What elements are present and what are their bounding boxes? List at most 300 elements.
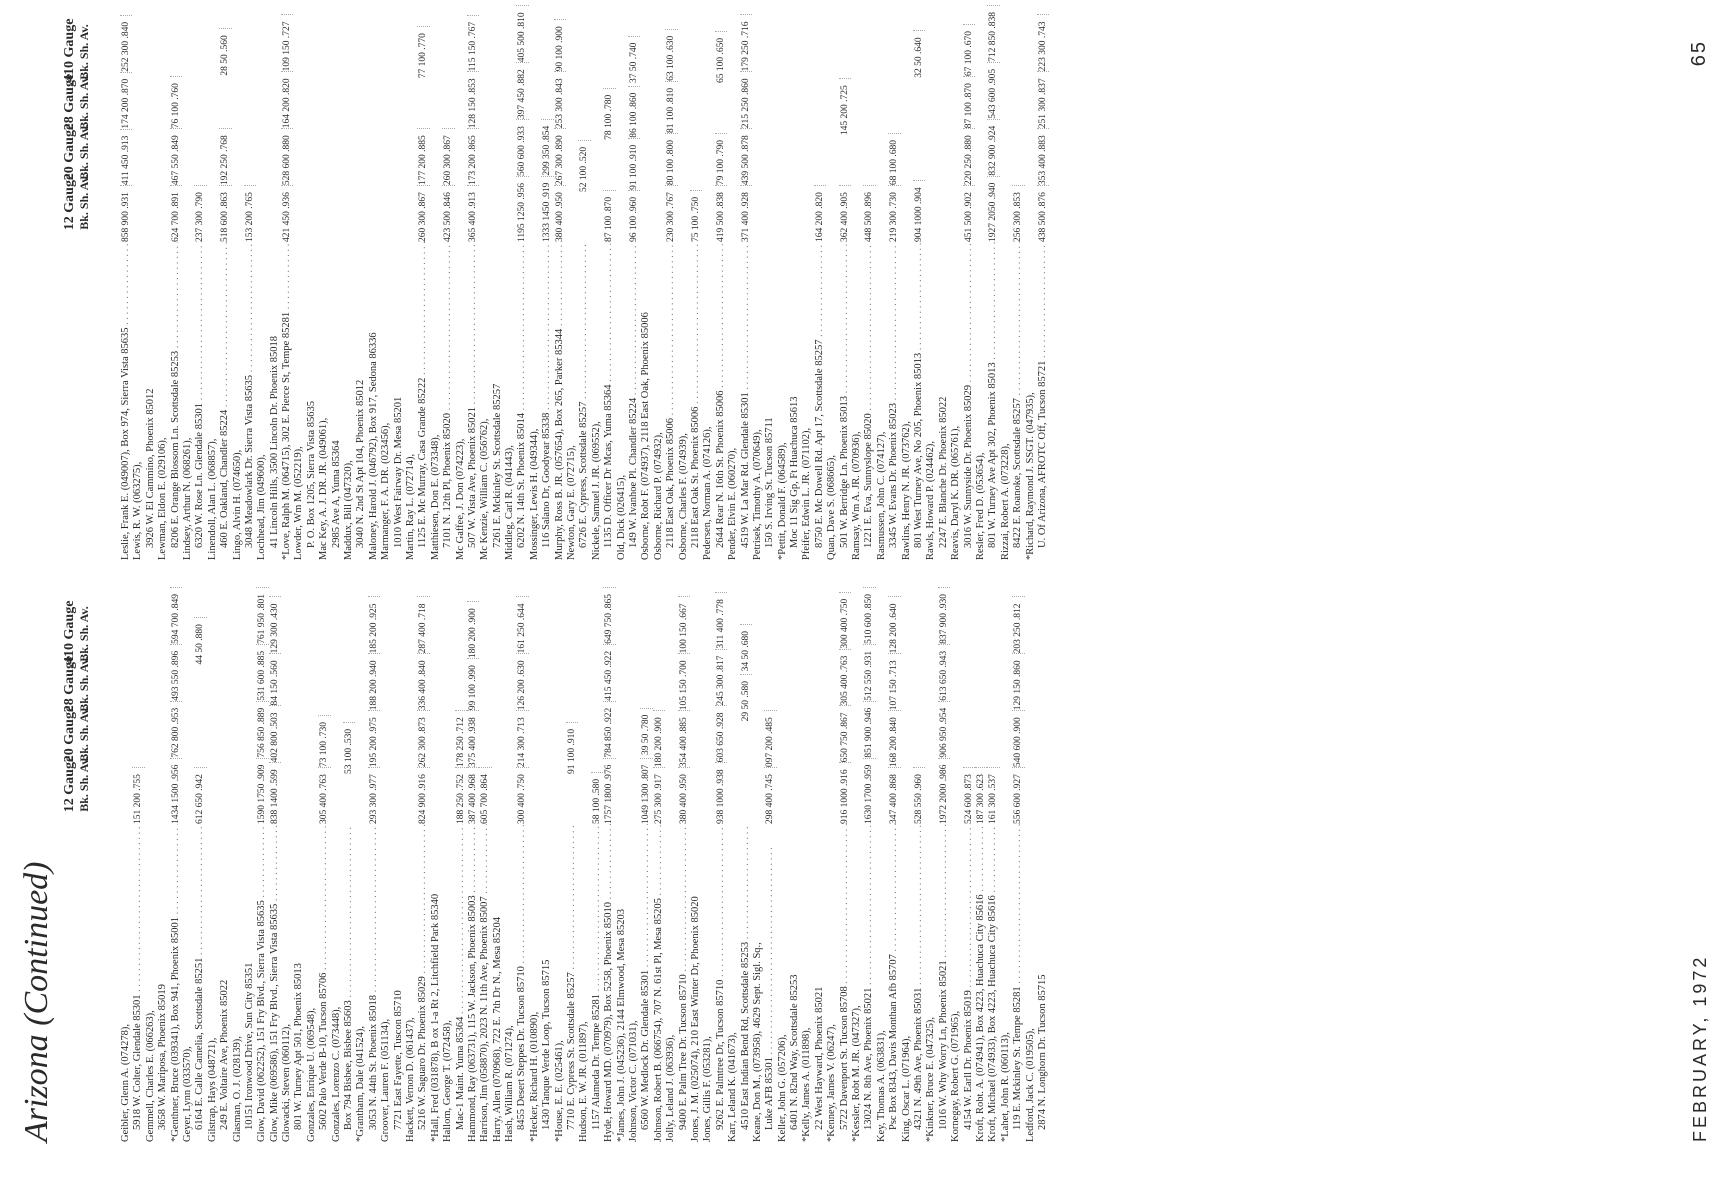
shooter-entry-text: Pender, Elvin E. (060270),: [727, 447, 739, 560]
list-item: [553, 26, 566, 560]
score-410-gauge: 311 400 .778: [715, 592, 727, 649]
score-28-gauge: 493 550 .896: [170, 644, 182, 701]
score-410-gauge: 252 300 .840: [120, 15, 132, 72]
list-item: [368, 40, 380, 560]
shooter-entry-text: Quan, Dave S. (068665),: [826, 455, 838, 560]
list-item: [777, 622, 789, 1142]
score-20-gauge: 178 250 .712: [455, 710, 467, 767]
gauge-sub: Bk. Sh. Av.: [77, 74, 91, 130]
shooter-entry-text: Resler, Fred D. (053654),: [974, 452, 986, 560]
score-410-gauge: 405 500 .810: [516, 5, 528, 62]
list-item: [430, 622, 442, 1142]
score-12-gauge: 556 600 .927: [1012, 767, 1024, 824]
score-20-gauge: 192 250 .768: [219, 128, 231, 185]
list-item: [628, 40, 640, 560]
shooter-entry-text: 801 West Turney Ave, No 205, Phoenix 85013 . . .: [913, 242, 925, 560]
list-item: [281, 21, 293, 560]
score-12-gauge: 824 900 .916: [417, 767, 429, 824]
shooter-entry-text: Maddux, Bill (047320),: [343, 460, 355, 560]
list-item: [678, 40, 690, 560]
list-item: [962, 31, 975, 560]
list-item: [331, 40, 343, 560]
gauge-label: 28 Gauge: [62, 655, 77, 713]
shooter-entry-text: *Kessler, Robt M. JR. (047327),: [851, 1005, 863, 1142]
score-410-gauge: 63 100 .630: [665, 29, 677, 81]
shooter-entry-text: *Grantham, Dale (041524),: [355, 1025, 367, 1142]
score-410-gauge: 129 300 .430: [269, 597, 281, 654]
score-12-gauge: 612 650 .942: [194, 767, 206, 824]
shooter-entry-text: Ledford, Jack C. (019505),: [1024, 1028, 1036, 1142]
gauge-sub: Bk. Sh. Av.: [77, 656, 91, 712]
list-item: [343, 40, 355, 560]
shooter-entry-text: Mossinger, Lewis H. (049344),: [528, 428, 540, 560]
score-12-gauge: 219 300 .730: [888, 185, 900, 242]
score-20-gauge: 91 100 .910: [566, 722, 578, 774]
score-12-gauge: 96 100 .960: [628, 190, 640, 242]
list-item: [479, 622, 491, 1142]
shooter-entry-text: Groover, Lauren F. (051134),: [380, 1018, 392, 1142]
list-item: [244, 622, 256, 1142]
score-410-gauge: 32 50 .640: [913, 30, 925, 80]
shooter-entry-text: Harry, Allen (070968), 722 E. 7th Dr N., Mesa 85204: [491, 916, 503, 1142]
list-item: [157, 40, 169, 560]
shooter-entry-text: *House, E. E. (025461),: [553, 1040, 565, 1142]
score-12-gauge: 1757 1800 .976: [603, 758, 615, 824]
score-28-gauge: 531 600 .885: [256, 644, 268, 701]
score-28-gauge: 76 100 .760: [170, 76, 182, 128]
list-item: [975, 40, 987, 560]
shooter-entry-text: 6202 N. 14th St. Phoenix 85014 . . .: [516, 242, 528, 560]
list-item: [405, 40, 417, 560]
score-20-gauge: 39 50 .780: [640, 708, 652, 758]
list-item: [677, 603, 690, 1142]
shooter-entry-text: Matthiesen, Don E. (073348),: [429, 434, 441, 560]
shooter-entry-text: 1157 Alameda Dr. Tempe 85281 . . .: [591, 824, 603, 1142]
score-12-gauge: 347 400 .868: [888, 767, 900, 824]
score-12-gauge: 448 500 .896: [863, 185, 875, 242]
list-item: [739, 21, 752, 560]
shooter-entry-text: 5722 Davenport St. Tucson 85708 . . .: [839, 824, 851, 1142]
shooter-entry-text: *Kelly, James A. (011898),: [801, 1027, 813, 1142]
list-item: [925, 622, 937, 1142]
shooter-entry-text: 801 W. Turney Apt 501, Phoenix 85013: [293, 963, 305, 1130]
shooter-entry-text: 9262 E. Palmtree Dr, Tucson 85710 . . .: [715, 824, 727, 1142]
score-20-gauge: 73 100 .730: [318, 715, 330, 767]
score-12-gauge: 230 300 .767: [665, 185, 677, 242]
shooter-entry-text: *Pettit, Donald F. (064589),: [776, 442, 788, 560]
score-20-gauge: 375 400 .938: [467, 710, 479, 767]
shooter-entry-text: Glasman, O. J. (028139),: [231, 1036, 243, 1142]
list-item: [541, 40, 553, 560]
shooter-entry-text: 8750 E. Mc Dowell Rd. Apt 17, Scottsdale 85257 . . .: [814, 242, 826, 560]
list-item: [393, 622, 405, 1142]
gauge-header-left: [62, 600, 112, 1142]
list-item: [752, 622, 764, 1142]
list-item: [665, 622, 677, 1142]
list-item: [455, 622, 467, 1142]
score-28-gauge: 336 400 .840: [417, 653, 429, 710]
shooter-entry-text: Lowder, Wm M. (052219),: [293, 446, 305, 560]
score-20-gauge: 097 200 .485: [764, 710, 776, 767]
shooter-entry-text: King, Oscar L. (071964),: [900, 1035, 912, 1142]
list-item: [937, 594, 950, 1142]
score-410-gauge: 179 250 .716: [740, 15, 752, 72]
score-20-gauge: 762 800 .953: [170, 701, 182, 758]
score-12-gauge: 75 100 .750: [690, 190, 702, 242]
score-12-gauge: 419 500 .838: [715, 185, 727, 242]
score-list-right: [119, 12, 1671, 560]
list-item: [145, 622, 157, 1142]
score-20-gauge: 299 350 .854: [541, 119, 553, 176]
gauge-label: 12 Gauge: [62, 173, 77, 231]
score-20-gauge: 353 400 .883: [1037, 128, 1049, 185]
shooter-entry-text: P. O. Box 1205, Sierra Vista 85635: [305, 400, 317, 548]
shooter-entry-text: Leslie, Frank E. (049007), Box 974, Sierra Vista 85635 . . .: [120, 242, 132, 560]
list-item: [455, 40, 467, 560]
score-12-gauge: 421 450 .936: [281, 185, 293, 242]
list-item: [207, 622, 219, 1142]
shooter-entry-text: Hackett, Vernon D. (061437),: [404, 1017, 416, 1142]
list-item: [987, 12, 999, 560]
gauge-sub: Bk. Sh. Av.: [77, 124, 91, 180]
score-12-gauge: 293 300 .977: [368, 767, 380, 824]
list-item: [145, 40, 157, 560]
list-item: [442, 622, 454, 1142]
shooter-entry-text: 507 W. Vista Ave, Phoenix 85021 . . .: [467, 242, 479, 560]
gauge-sub: Bk. Sh. Av.: [77, 606, 91, 662]
shooter-entry-text: 1430 Tanque Verde Loop, Tucson 85715: [541, 959, 553, 1130]
score-20-gauge: 439 500 .878: [740, 128, 752, 185]
shooter-entry-text: Osborne, Richard P. (074932),: [652, 432, 664, 560]
score-12-gauge: 237 300 .790: [194, 185, 206, 242]
list-item: [851, 40, 863, 560]
shooter-entry-text: Marmanger, F. A. DR. (023456),: [380, 422, 392, 560]
score-20-gauge: 784 850 .922: [603, 701, 615, 758]
list-item: [963, 622, 975, 1142]
score-410-gauge: 109 150 .727: [281, 15, 293, 72]
shooter-entry-text: Psc Box 8343, Davis Monthan Afb 85707 . . .: [888, 824, 900, 1142]
list-item: [219, 35, 231, 560]
score-20-gauge: 260 300 .867: [442, 128, 454, 185]
list-item: [578, 622, 590, 1142]
list-item: [975, 622, 987, 1142]
shooter-entry-text: Johnson, Victor C. (071031),: [628, 1020, 639, 1142]
shooter-entry-text: Jones, J. M. (025074), 210 East Winter Dr, Phoenix 85020: [689, 896, 701, 1142]
list-item: [616, 622, 628, 1142]
shooter-entry-text: Johnson, Robert B. (066754), 707 N. 61st Pl, Mesa 85205 . . .: [653, 824, 665, 1142]
shooter-entry-text: Pfeifer, Edwin L. JR. (071102),: [801, 427, 813, 560]
score-28-gauge: 512 550 .931: [863, 644, 875, 701]
shooter-entry-text: Osborne, Robt F. (074937), 2118 East Oak, Phoenix 85006: [640, 312, 652, 560]
list-item: [839, 40, 851, 560]
list-item: [578, 40, 590, 560]
shooter-entry-text: 6401 N. 82nd Way, Scottsdale 85253: [789, 974, 801, 1130]
shooter-entry-text: 4510 East Indian Bend Rd, Scottsdale 85253 . . .: [740, 824, 752, 1142]
shooter-entry-text: 1135 D. Officer Dr Mcas, Yuma 85364 . . .: [603, 242, 615, 560]
shooter-entry-text: 3016 W. Sunnyside Dr. Phoenix 85029 . . .: [963, 242, 975, 560]
shooter-entry-text: 2985 Ave A, Yuma 85364: [330, 440, 342, 548]
shooter-entry-text: Martin, Ray L. (072714),: [404, 453, 416, 560]
list-item: [169, 594, 182, 1142]
shooter-entry-text: Lochhead, Jim (049600),: [256, 454, 268, 560]
shooter-entry-text: 2644 Rear N. 16th St. Phoenix 85006 . . .: [715, 242, 727, 560]
score-28-gauge: 78 100 .780: [603, 88, 615, 140]
list-item: [752, 40, 764, 560]
issue-date: FEBRUARY, 1972: [1690, 954, 1710, 1142]
list-item: [232, 40, 244, 560]
score-410-gauge: 161 250 .644: [516, 597, 528, 654]
score-410-gauge: 203 250 .812: [1012, 597, 1024, 654]
shooter-entry-text: *Hecker, Richard H. (010890),: [528, 1011, 540, 1142]
score-20-gauge: 832 900 .924: [987, 119, 999, 176]
list-item: [492, 40, 504, 560]
shooter-entry-text: Keane, Don M., (073958), 4629 Sept. Sigl. Sq.,: [751, 942, 763, 1142]
shooter-entry-text: Geyer, Lynn (033570),: [181, 1046, 193, 1142]
score-20-gauge: 195 200 .975: [368, 710, 380, 767]
list-item: [863, 594, 875, 1142]
list-item: [306, 622, 318, 1142]
score-12-gauge: 1927 2050 .940: [987, 176, 999, 242]
score-20-gauge: 540 600 .900: [1012, 710, 1024, 767]
list-item: [690, 622, 702, 1142]
shooter-entry-text: 3048 Meadowlark Dr. Sierra Vista 85635 . . .: [244, 242, 256, 560]
list-item: [1000, 622, 1012, 1142]
list-item: [764, 622, 776, 1142]
list-item: [714, 599, 727, 1142]
list-item: [876, 622, 888, 1142]
shooter-entry-text: Rasmussen, John C. (074127),: [875, 431, 887, 560]
score-12-gauge: 451 500 .902: [963, 185, 975, 242]
shooter-entry-text: Jones, Gillis F. (053281),: [702, 1036, 714, 1142]
score-12-gauge: 1972 2000 .986: [938, 758, 950, 824]
score-12-gauge: 305 400 .763: [318, 767, 330, 824]
list-item: [318, 40, 330, 560]
gauge-sub: Bk. Sh. Av.: [77, 24, 91, 80]
list-item: [591, 622, 603, 1142]
gauge-label: 12 Gauge: [62, 755, 77, 813]
list-item: [355, 40, 367, 560]
list-item: [1025, 40, 1037, 560]
list-item: [826, 622, 838, 1142]
score-12-gauge: 624 700 .891: [170, 185, 182, 242]
shooter-entry-text: *Love, Ralph M. (064715), 302 E. Pierce St, Tempe 85281 . . .: [281, 242, 293, 560]
score-20-gauge: 603 650 .928: [715, 706, 727, 763]
score-410-gauge: 100 150 .667: [678, 597, 690, 654]
shooter-entry-text: 4321 N. 49th Ave, Phoenix 85031 . . .: [913, 824, 925, 1142]
shooter-entry-text: 149 W. Ivanhoe Pl. Chandler 85224 . . .: [628, 242, 640, 560]
list-item: [665, 35, 677, 560]
score-410-gauge: 67 100 .670: [963, 24, 975, 76]
score-410-gauge: 510 600 .850: [863, 587, 875, 644]
list-item: [888, 40, 900, 560]
list-item: [801, 622, 813, 1142]
score-28-gauge: 174 200 .870: [120, 72, 132, 129]
shooter-entry-text: 13024 N. 8th Ave, Phoenix 85021 . . .: [863, 824, 875, 1142]
list-item: [281, 622, 293, 1142]
gauge-sub: Bk. Sh. Av.: [77, 706, 91, 762]
score-12-gauge: 1434 1500 .956: [170, 758, 182, 824]
score-12-gauge: 371 400 .928: [740, 185, 752, 242]
list-item: [120, 622, 132, 1142]
list-item: [380, 622, 392, 1142]
shooter-entry-text: 10151 Ironwood Drive, Sun City 85351: [243, 962, 255, 1130]
shooter-entry-text: 5918 W. Colter, Glendale 85301 . . .: [132, 824, 144, 1142]
list-item: [653, 40, 665, 560]
score-20-gauge: 402 800 .503: [269, 706, 281, 763]
shooter-entry-text: 6164 E. Calle Camelia, Scottsdale 85251 . . .: [194, 824, 206, 1142]
shooter-entry-text: Reavis, Daryl K. DR. (065761),: [950, 425, 962, 560]
score-12-gauge: 1590 1750 .909: [256, 758, 268, 824]
score-410-gauge: 28 50 .560: [219, 28, 231, 78]
score-20-gauge: 220 250 .880: [963, 128, 975, 185]
shooter-entry-text: 5602 Palo Verde B-10, Tucson 85706 . . .: [318, 824, 330, 1142]
list-item: [913, 622, 925, 1142]
shooter-entry-text: Mac-1 Maint. Yuma 85364 . . .: [455, 824, 467, 1142]
list-item: [591, 40, 603, 560]
score-20-gauge: 173 200 .865: [467, 128, 479, 185]
list-item: [950, 40, 962, 560]
list-item: [851, 622, 863, 1142]
score-20-gauge: 68 100 .680: [888, 133, 900, 185]
shooter-entry-text: Gonzales, Lorenzo C. (073448),: [330, 1006, 342, 1142]
list-item: [119, 21, 132, 560]
score-12-gauge: 362 400 .905: [839, 185, 851, 242]
score-20-gauge: 262 300 .873: [417, 710, 429, 767]
score-410-gauge: 34 50 .680: [740, 624, 752, 674]
shooter-entry-text: 249 E. Voltaire Ave, Phoenix 85022: [219, 979, 231, 1130]
score-410-gauge: 761 950 .801: [256, 587, 268, 644]
score-20-gauge: 91 100 .910: [628, 138, 640, 190]
list-item: [987, 622, 999, 1142]
shooter-entry-text: Petrisek, Timothy A. (070649),: [751, 429, 763, 560]
shooter-entry-text: 4154 W. Earll Dr. Phoenix 85019 . . .: [963, 824, 975, 1142]
list-item: [789, 40, 801, 560]
score-12-gauge: 528 550 .960: [913, 767, 925, 824]
list-item: [269, 40, 281, 560]
shooter-entry-text: Keller, John G. (057206),: [776, 1034, 788, 1142]
shooter-entry-text: Lingo, Alvin H. (074650),: [231, 449, 243, 560]
score-28-gauge: 415 450 .922: [603, 644, 615, 701]
list-item: [132, 622, 144, 1142]
list-item: [714, 37, 727, 560]
score-12-gauge: 256 300 .853: [1012, 185, 1024, 242]
score-410-gauge: 44 50 .880: [194, 617, 206, 667]
list-item: [417, 33, 429, 560]
shooter-entry-text: 2118 East Oak, Phoenix 85006 . . .: [665, 242, 677, 560]
shooter-entry-text: 22 West Hayward, Phoenix 85021: [813, 986, 825, 1130]
shooter-entry-text: Middleg, Carl R. (041443),: [504, 445, 516, 560]
list-item: [194, 622, 206, 1142]
score-12-gauge: 188 250 .752: [455, 767, 467, 824]
score-12-gauge: 1195 1250 .956: [516, 176, 528, 242]
shooter-entry-text: 1010 West Fairway Dr. Mesa 85201: [392, 396, 404, 548]
shooter-entry-text: Rawls, Howard P. (024462),: [925, 441, 937, 560]
score-28-gauge: 188 200 .940: [368, 653, 380, 710]
shooter-entry-text: Glow, David (062252), 151 Fry Blvd., Sierra Vista 85635 . . .: [256, 824, 268, 1142]
list-item: [132, 40, 144, 560]
list-item: [653, 622, 665, 1142]
shooter-entry-text: Glowacki, Steven (060112),: [281, 1023, 293, 1142]
list-item: [1000, 40, 1012, 560]
list-item: [554, 622, 566, 1142]
score-28-gauge: 251 300 .837: [1037, 71, 1049, 128]
shooter-entry-text: 6560 W. Medlock Dr. Glendale 85301 . . .: [640, 824, 652, 1142]
score-410-gauge: 128 200 .640: [888, 597, 900, 654]
list-item: [603, 594, 615, 1142]
list-item: [1012, 40, 1024, 560]
score-12-gauge: 260 300 .867: [417, 185, 429, 242]
score-12-gauge: 187 300 .623: [975, 767, 987, 824]
list-item: [343, 622, 355, 1142]
gauge-label: .410 Gauge: [62, 18, 77, 86]
shooter-entry-text: Lewman, Eldon E. (029106),: [157, 437, 169, 560]
score-20-gauge: 560 600 .933: [516, 119, 528, 176]
score-12-gauge: 365 400 .913: [467, 185, 479, 242]
score-410-gauge: 65 100 .650: [715, 31, 727, 83]
score-20-gauge: 267 300 .890: [554, 128, 566, 185]
shooter-entry-text: *Genthner, Bruce (039341), Box 941, Phoenix 85001 . . .: [170, 824, 182, 1142]
shooter-entry-text: 1016 W. Why Worry Ln, Phoenix 85021 . . .: [938, 824, 950, 1142]
shooter-entry-text: *James, John J. (045236), 2144 Elmwood, Mesa 85203: [615, 908, 627, 1142]
shooter-entry-text: 1125 E. Mc Murray, Casa Grande 85222 . . .: [417, 242, 429, 560]
shooter-entry-text: Luke AFB 85301 . . .: [764, 824, 776, 1142]
list-item: [355, 622, 367, 1142]
shooter-entry-text: 5216 W. Saguaro Dr. Phoenix 85029 . . .: [417, 824, 429, 1142]
shooter-entry-text: *Richard, Raymond J. SSGT. (047935),: [1024, 392, 1036, 560]
shooter-entry-text: Glow, Mike (069586), 151 Fry Blvd., Sierra Vista 85635 . . .: [269, 824, 281, 1142]
score-28-gauge: 87 100 .870: [963, 76, 975, 128]
list-item: [182, 40, 194, 560]
list-item: [876, 40, 888, 560]
score-410-gauge: 37 50 .740: [628, 36, 640, 86]
shooter-entry-text: 460 E. Oakland, Chandler 85224 . . .: [219, 242, 231, 560]
list-item: [157, 622, 169, 1142]
shooter-entry-text: 9400 E. Palm Tree Dr. Tucson 85710 . . .: [678, 824, 690, 1142]
shooter-entry-text: Murphy, Ross B. JR. (057654), Box 265, Parker 85344 . . .: [554, 242, 566, 560]
score-12-gauge: 164 200 .820: [814, 185, 826, 242]
shooter-entry-text: Hash, William R. (071274),: [504, 1025, 516, 1142]
shooter-entry-text: Hallom, George T. (072458),: [442, 1020, 454, 1142]
shooter-entry-text: 41 Lincoln Hills, 3500 Lincoln Dr. Phoenix 85018: [268, 335, 280, 548]
shooter-entry-text: Key, Thomas A. (063831),: [875, 1030, 887, 1142]
score-28-gauge: 145 200 .725: [839, 78, 851, 135]
score-410-gauge: 594 700 .849: [170, 587, 182, 644]
score-28-gauge: 543 600 .905: [987, 62, 999, 119]
shooter-entry-text: 2118 East Oak St. Phoenix 85006 . . .: [690, 242, 702, 560]
list-item: [727, 40, 739, 560]
score-12-gauge: 858 900 .931: [120, 185, 132, 242]
shooter-entry-text: Hudson, E. W. JR. (011897),: [578, 1021, 590, 1142]
list-item: [764, 40, 776, 560]
score-28-gauge: 84 150 .560: [269, 653, 281, 705]
gauge-label: 20 Gauge: [62, 705, 77, 763]
score-12-gauge: 518 600 .863: [219, 185, 231, 242]
gauge-sub: Bk. Sh. Av.: [77, 174, 91, 230]
score-12-gauge: 938 1000 .938: [715, 762, 727, 824]
score-12-gauge: 298 400 .745: [764, 767, 776, 824]
list-item: [541, 622, 553, 1142]
shooter-entry-text: Kornegay, Robert G. (071965),: [950, 1010, 962, 1142]
shooter-entry-text: *Hall, Fred (031878), B ox 1-a Rt 2, Litchfield Park 85340: [429, 893, 441, 1142]
list-item: [901, 40, 913, 560]
shooter-entry-text: Old, Dick (026415),: [615, 474, 627, 560]
list-item: [1012, 603, 1024, 1142]
list-item: [170, 40, 182, 560]
score-20-gauge: 354 400 .885: [678, 710, 690, 767]
list-item: [318, 622, 330, 1142]
shooter-entry-text: Lewis, R. W. (063275),: [132, 461, 144, 560]
score-12-gauge: 1333 1450 .919: [541, 176, 553, 242]
